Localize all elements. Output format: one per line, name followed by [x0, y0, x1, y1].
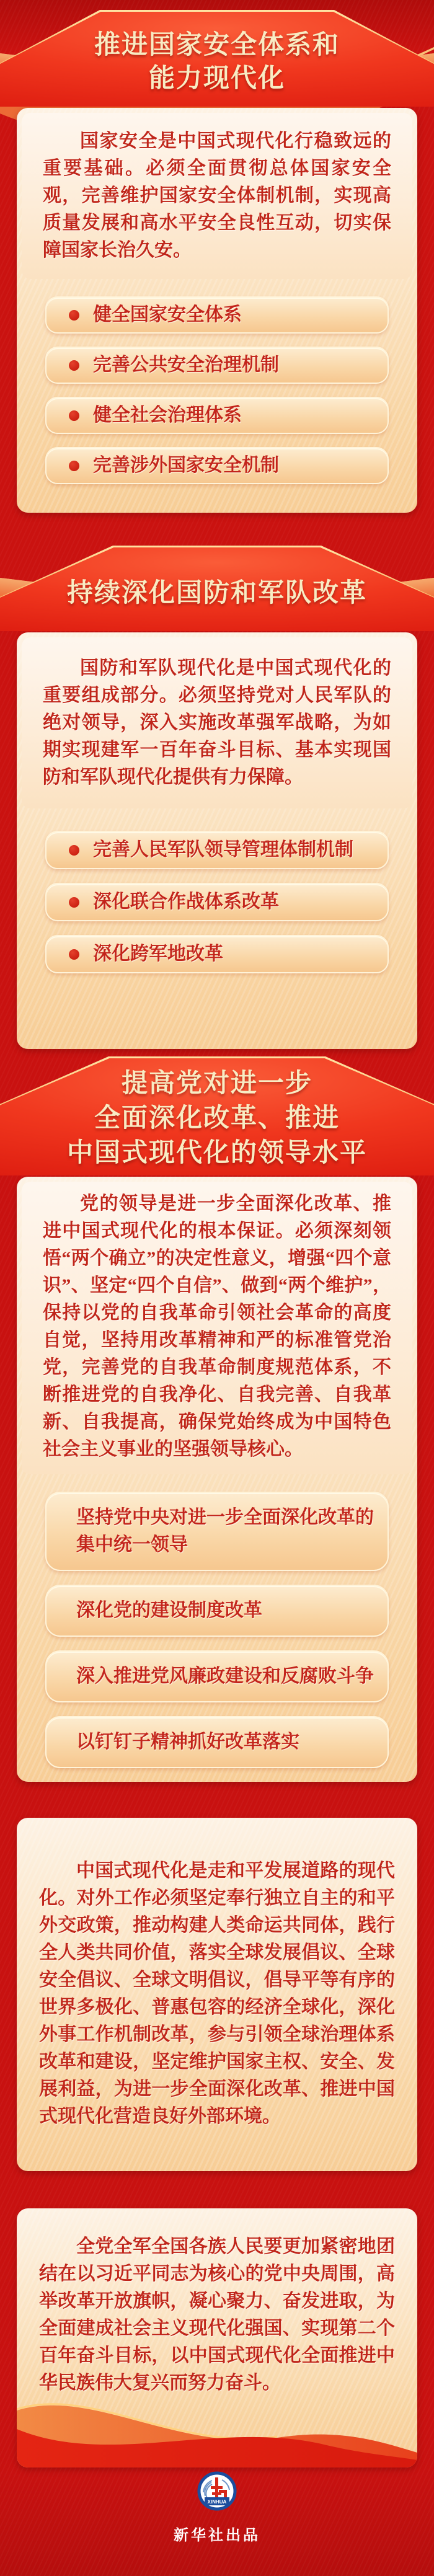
section-card-closing-call [17, 2208, 417, 2468]
list-item [45, 935, 389, 973]
list-item [45, 883, 389, 921]
section-card-peaceful-development [17, 1818, 417, 2171]
bullet-dot-icon [69, 410, 79, 421]
banner-party-leadership [0, 1056, 434, 1175]
banner-title-line: 提高党对进一步 [121, 1069, 312, 1098]
banner-national-security [0, 0, 434, 107]
list-item [45, 1585, 389, 1637]
banner-title [0, 0, 434, 95]
banner-defense-military-reform [0, 546, 434, 631]
logo-wordmark: XINHUA [207, 2499, 227, 2505]
section-card-national-security [17, 108, 417, 513]
list-item [45, 347, 389, 384]
list-item-label: 完善公共安全治理机制 [93, 355, 279, 375]
list-item-label: 以钉钉子精神抓好改革落实 [76, 1732, 299, 1752]
list-item [45, 831, 389, 869]
list-item [45, 1716, 389, 1768]
producer-credit: 新华社出品 [174, 2527, 260, 2544]
paragraph-text: 全党全军全国各族人民要更加紧密地团结在以习近平同志为核心的党中央周围，高举改革开放旗帜，凝心聚力、奋发进取，为全面建成社会主义现代化强国、实现第二个百年奋斗目标，以中国式现代化全面推进中华民族伟大复兴而努力奋斗。 [39, 2236, 395, 2393]
item-list [45, 831, 389, 973]
bullet-dot-icon [69, 845, 79, 856]
section-card-party-leadership [17, 1177, 417, 1782]
banner-title-line: 能力现代化 [148, 64, 285, 93]
paragraph-panel [22, 113, 412, 279]
item-list [45, 296, 389, 484]
list-item-label: 深化联合作战体系改革 [93, 892, 279, 912]
list-item [45, 447, 389, 484]
list-item-label: 深化党的建设制度改革 [76, 1600, 262, 1621]
paragraph-panel [22, 1182, 412, 1474]
silk-wave-icon [17, 2393, 417, 2468]
banner-title-line: 推进国家安全体系和 [94, 31, 340, 60]
list-item-label: 坚持党中央对进一步全面深化改革的集中统一领导 [76, 1507, 374, 1555]
paragraph-text: 党的领导是进一步全面深化改革、推进中国式现代化的根本保证。必须深刻领悟“两个确立”的决定性意义，增强“四个意识”、坚定“四个自信”、做到“两个维护”，保持以党的自我革命引领社会革命的高度自觉，坚持用改革精神和严的标准管党治党，完善党的自我革命制度规范体系，不断推进党的自我净化、自我完善、自我革新、自我提高，确保党始终成为中国特色社会主义事业的坚强领导核心。 [43, 1193, 391, 1459]
list-item [45, 397, 389, 434]
footer [0, 2471, 434, 2544]
bullet-dot-icon [69, 461, 79, 471]
list-item-label: 深化跨军地改革 [93, 944, 223, 964]
banner-title-line: 持续深化国防和军队改革 [66, 579, 367, 608]
list-item-label: 完善涉外国家安全机制 [93, 455, 279, 476]
list-item [45, 296, 389, 334]
list-item [45, 1650, 389, 1702]
paragraph-panel [22, 637, 412, 808]
bullet-dot-icon [69, 949, 79, 960]
list-item [45, 1492, 389, 1571]
paragraph-text: 国防和军队现代化是中国式现代化的重要组成部分。必须坚持党对人民军队的绝对领导，深入实施改革强军战略，为如期实现建军一百年奋斗目标、基本实现国防和军队现代化提供有力保障。 [43, 658, 391, 787]
banner-title-line: 中国式现代化的领导水平 [66, 1139, 367, 1167]
paragraph-text: 国家安全是中国式现代化行稳致远的重要基础。必须全面贯彻总体国家安全观，完善维护国家安全体制机制，实现高质量发展和高水平安全良性互动，切实保障国家长治久安。 [43, 131, 391, 260]
banner-title-line: 全面深化改革、推进 [94, 1104, 340, 1133]
section-card-defense-military-reform [17, 632, 417, 1049]
list-item-label: 深入推进党风廉政建设和反腐败斗争 [76, 1666, 374, 1686]
list-item-label: 完善人民军队领导管理体制机制 [93, 839, 353, 860]
bullet-dot-icon [69, 360, 79, 371]
list-item-label: 健全社会治理体系 [93, 405, 242, 425]
list-item-label: 健全国家安全体系 [93, 304, 242, 325]
bullet-dot-icon [69, 310, 79, 321]
banner-title [0, 546, 434, 610]
xinhua-emblem-icon [197, 2471, 237, 2511]
paragraph-text: 中国式现代化是走和平发展道路的现代化。对外工作必须坚定奉行独立自主的和平外交政策，推动构建人类命运共同体，践行全人类共同价值，落实全球发展倡议、全球安全倡议、全球文明倡议，倡导平等有序的世界多极化、普惠包容的经济全球化，深化外事工作机制改革，参与引领全球治理体系改革和建设，坚定维护国家主权、安全、发展利益，为进一步全面深化改革、推进中国式现代化营造良好外部环境。 [39, 1861, 395, 2127]
bullet-dot-icon [69, 897, 79, 908]
banner-title [0, 1056, 434, 1171]
item-list [45, 1492, 389, 1768]
